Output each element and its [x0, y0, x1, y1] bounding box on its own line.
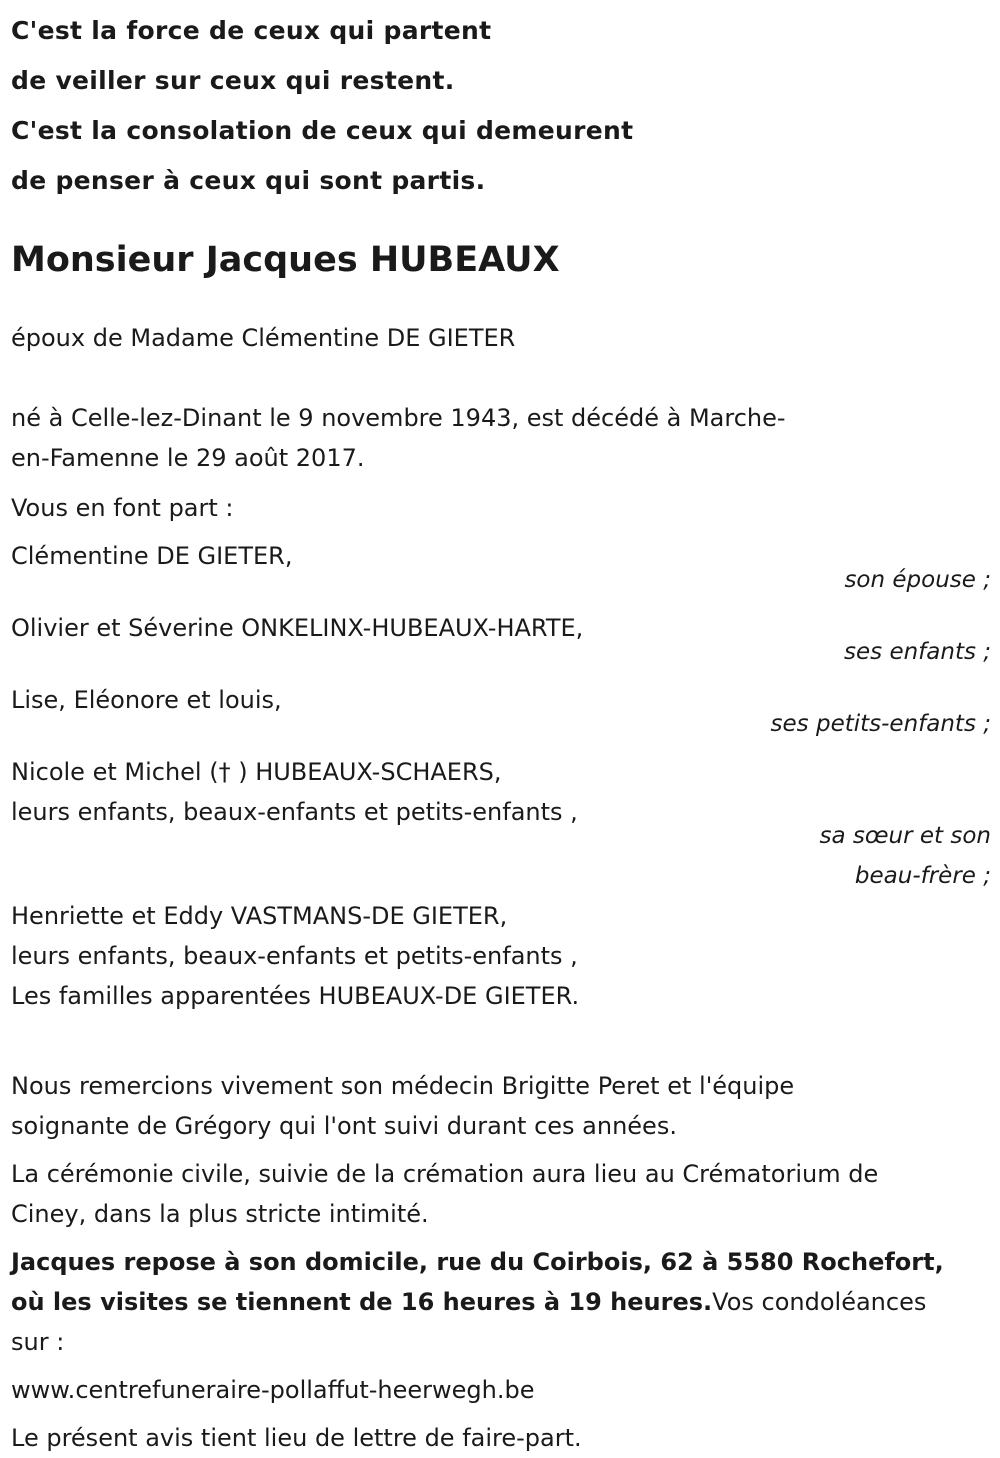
mourner-entry	[11, 752, 991, 896]
closing-line: Le présent avis tient lieu de lettre de faire-part.	[11, 1424, 582, 1452]
poem-line: C'est la force de ceux qui partent	[11, 16, 492, 45]
mourner-entry	[11, 680, 991, 744]
mourner-relation: sa sœur et son	[819, 823, 991, 849]
mourner-name: Clémentine DE GIETER,	[11, 542, 293, 570]
mourner-relation: beau-frère ;	[854, 863, 991, 889]
family-line: Les familles apparentées HUBEAUX-DE GIETER.	[11, 982, 580, 1010]
mourner-relation: ses petits-enfants ;	[770, 711, 991, 737]
poem-line: de penser à ceux qui sont partis.	[11, 166, 486, 195]
website-link[interactable]: www.centrefuneraire-pollaffut-heerwegh.be	[11, 1376, 535, 1404]
mourner-name: leurs enfants, beaux-enfants et petits-enfants ,	[11, 798, 578, 826]
visit-line: sur :	[11, 1328, 65, 1356]
family-line: leurs enfants, beaux-enfants et petits-enfants ,	[11, 942, 578, 970]
condolences-text: Vos condoléances	[712, 1288, 927, 1316]
spouse-line: époux de Madame Clémentine DE GIETER	[11, 324, 516, 352]
deceased-name: Monsieur Jacques HUBEAUX	[11, 240, 560, 280]
ceremony-paragraph	[11, 1154, 991, 1234]
birth-death-line: en-Famenne le 29 août 2017.	[11, 444, 365, 472]
mourner-name: Lise, Eléonore et louis,	[11, 686, 282, 714]
family-list	[11, 896, 991, 1016]
ceremony-line: Ciney, dans la plus stricte intimité.	[11, 1200, 429, 1228]
poem	[11, 0, 991, 206]
mourner-relation: son épouse ;	[844, 567, 991, 593]
announce-line: Vous en font part :	[11, 494, 234, 522]
birth-death-line: né à Celle-lez-Dinant le 9 novembre 1943, est décédé à Marche-	[11, 404, 786, 432]
obituary-notice	[11, 0, 991, 1458]
mourner-entry	[11, 608, 991, 672]
ceremony-line: La cérémonie civile, suivie de la crémation aura lieu au Crématorium de	[11, 1160, 879, 1188]
thanks-line: Nous remercions vivement son médecin Brigitte Peret et l'équipe	[11, 1072, 795, 1100]
poem-line: C'est la consolation de ceux qui demeurent	[11, 116, 634, 145]
thanks-paragraph	[11, 1066, 991, 1146]
mourner-name: Nicole et Michel († ) HUBEAUX-SCHAERS,	[11, 758, 502, 786]
birth-death-info	[11, 398, 991, 478]
visit-paragraph	[11, 1242, 991, 1362]
mourner-relation: ses enfants ;	[844, 639, 991, 665]
mourner-name: Olivier et Séverine ONKELINX-HUBEAUX-HARTE,	[11, 614, 584, 642]
visit-line	[11, 1282, 991, 1322]
mourner-entry	[11, 536, 991, 600]
visit-hours: où les visites se tiennent de 16 heures à 19 heures.	[11, 1288, 713, 1316]
visit-line: Jacques repose à son domicile, rue du Coirbois, 62 à 5580 Rochefort,	[11, 1248, 944, 1276]
thanks-line: soignante de Grégory qui l'ont suivi durant ces années.	[11, 1112, 677, 1140]
poem-line: de veiller sur ceux qui restent.	[11, 66, 455, 95]
family-line: Henriette et Eddy VASTMANS-DE GIETER,	[11, 902, 508, 930]
